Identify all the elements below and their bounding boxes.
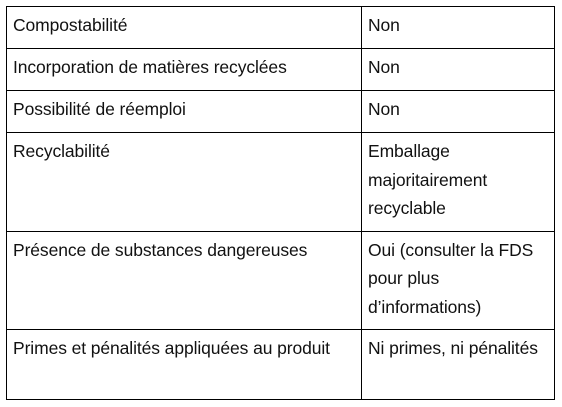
row-value-bonuses-penalties: Ni primes, ni pénalités (362, 330, 555, 400)
row-value-reuse: Non (362, 91, 555, 133)
row-label-reuse: Possibilité de réemploi (7, 91, 362, 133)
row-label-recyclability: Recyclabilité (7, 133, 362, 232)
row-value-hazardous-substances: Oui (consulter la FDS pour plus d’informations) (362, 231, 555, 330)
row-value-compostability: Non (362, 7, 555, 49)
row-value-recycled-content: Non (362, 49, 555, 91)
row-label-compostability: Compostabilité (7, 7, 362, 49)
table-row (7, 7, 555, 49)
row-value-recyclability: Emballage majoritairement recyclable (362, 133, 555, 232)
table-row (7, 231, 555, 330)
row-label-bonuses-penalties: Primes et pénalités appliquées au produit (7, 330, 362, 400)
table-row (7, 49, 555, 91)
product-attributes-table (6, 6, 555, 400)
row-label-recycled-content: Incorporation de matières recyclées (7, 49, 362, 91)
table-row (7, 133, 555, 232)
table-row (7, 330, 555, 400)
row-label-hazardous-substances: Présence de substances dangereuses (7, 231, 362, 330)
table-row (7, 91, 555, 133)
